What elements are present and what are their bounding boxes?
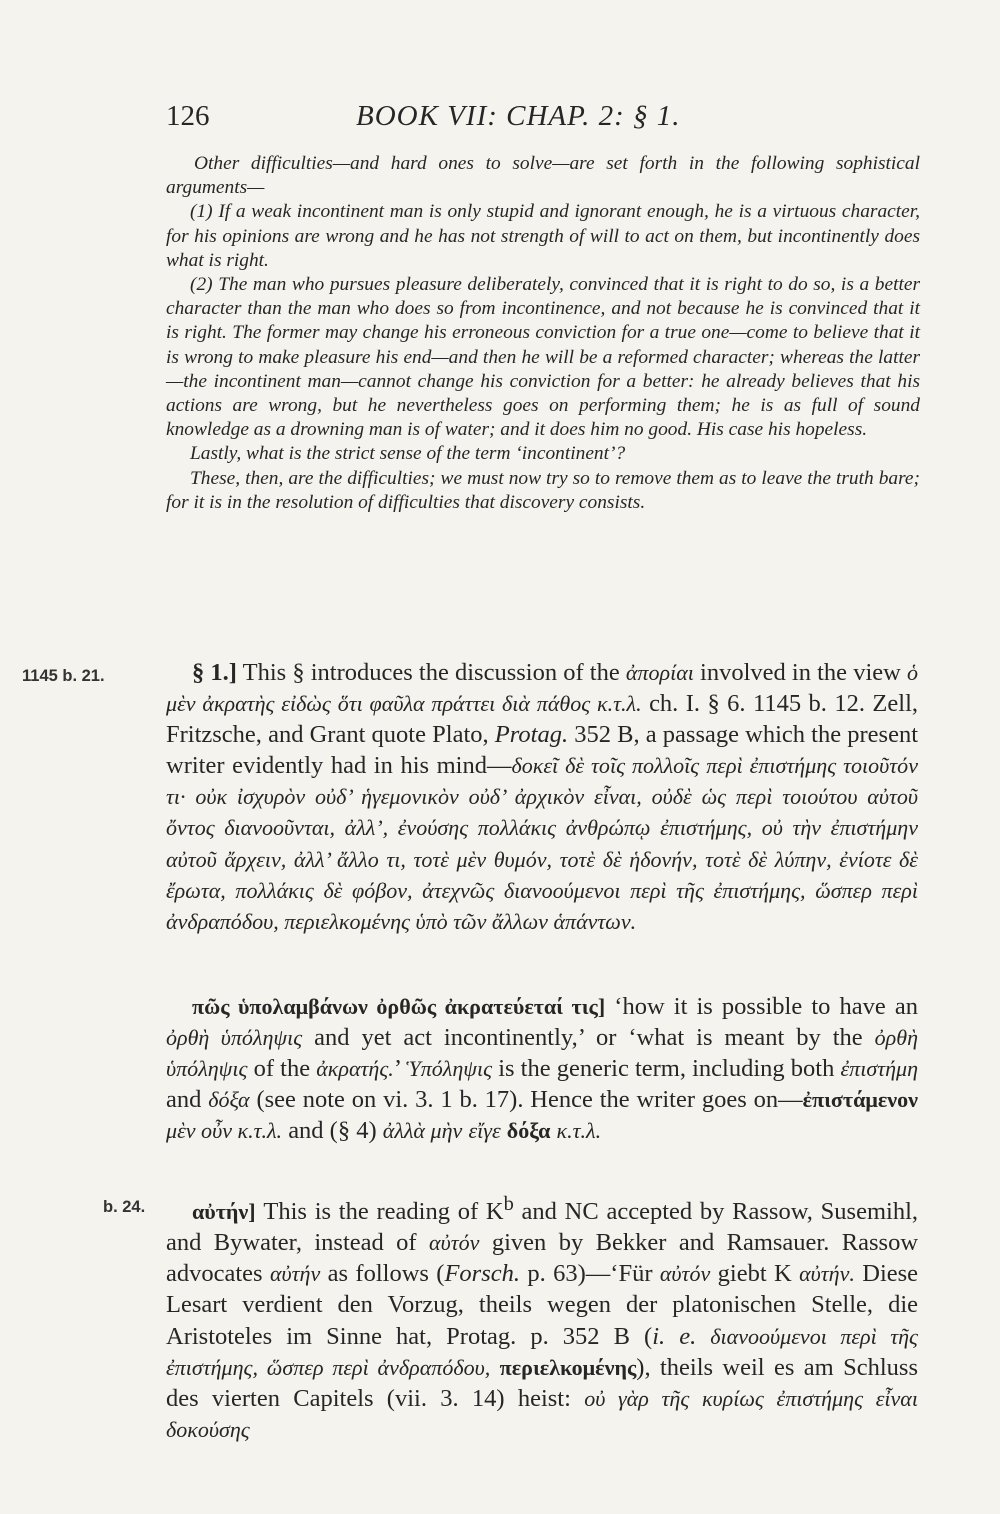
- note-2-lemma: πῶς ὑπολαμβάνων ὀρθῶς ἀκρατεύεταί τις]: [192, 994, 606, 1019]
- page-header: [166, 100, 926, 140]
- summary-paragraph-intro: Other difficulties—and hard ones to solve—are set forth in the following sophistical arguments—: [166, 153, 920, 199]
- running-head: BOOK VII: CHAP. 2: § 1.: [356, 100, 681, 132]
- commentary-note-1: [166, 657, 918, 937]
- commentary-note-2: [166, 991, 918, 1146]
- note-2-paragraph: πῶς ὑπολαμβάνων ὀρθῶς ἀκρατεύεταί τις] ‘how it is possible to have an ὀρθὴ ὑπόληψις and yet act incontinently,’ or ‘what is meant by the ὀρθὴ ὑπόληψις of the ἀκρατής.’ Ὑπόληψις is the generic term, including both ἐπιστήμη and δόξα (see note on vi. 3. 1 b. 17). Hence the writer goes on—ἐπιστάμενον μὲν οὖν κ.τ.λ. and (§ 4) ἀλλὰ μὴν εἴγε δόξα κ.τ.λ.: [166, 993, 919, 1145]
- plato-quotation: δοκεῖ δὲ τοῖς πολλοῖς περὶ ἐπιστήμης τοιοῦτόν τι· οὐκ ἰσχυρὸν οὐδ’ ἡγεμονικὸν οὐδ’ ἀρχικὸν εἶναι, οὐδὲ ὡς περὶ τοιούτου αὐτοῦ ὄντος διανοοῦνται, ἀλλ’, ἐνούσης πολλάκις ἀνθρώπῳ ἐπιστήμης, οὐ τὴν ἐπιστήμην αὐτοῦ ἄρχειν, ἀλλ’ ἄλλο τι, τοτὲ μὲν θυμόν, τοτὲ δὲ ἡδονήν, τοτὲ δὲ λύπην, ἐνίοτε δὲ ἔρωτα, πολλάκις δὲ φόβον, ἀτεχνῶς διανοούμενοι περὶ τῆς ἐπιστήμης, ὥσπερ περὶ ἀνδραπόδου, περιελκομένης ὑπὸ τῶν ἄλλων ἁπάντων.: [166, 753, 918, 934]
- note-3-paragraph: αὐτήν] This is the reading of $K^b$ and NC accepted by Rassow, Susemihl, and Bywater, instead of αὐτόν given by Bekker and Ramsauer. Rassow advocates αὐτήν as follows (Forsch. p. 63)—‘Für αὐτόν giebt K αὐτήν. Diese Lesart verdient den Vorzug, theils wegen der platonischen Stelle, die Aristoteles im Sinne hat, Protag. p. 352 B (i. e. διανοούμενοι περὶ τῆς ἐπιστήμης, ὥσπερ περὶ ἀνδραπόδου, περιελκομένης), theils weil es am Schluss des vierten Capitels (vii. 3. 14) heist: οὐ γὰρ τῆς κυρίως ἐπιστήμης εἶναι δοκούσης: [166, 1193, 919, 1442]
- chapter-summary: [166, 152, 920, 515]
- commentary-note-3: [166, 1189, 918, 1445]
- summary-paragraph-conclusion: These, then, are the difficulties; we must now try so to remove them as to leave the truth bare; for it is in the resolution of difficulties that discovery consists.: [166, 467, 920, 513]
- margin-reference-1: 1145 b. 21.: [22, 667, 105, 685]
- summary-paragraph-1: (1) If a weak incontinent man is only stupid and ignorant enough, he is a virtuous character, for his opinions are wrong and he has not strength of will to act on them, but incontinently does what is right.: [166, 201, 920, 271]
- note-1-paragraph: § 1.] This § introduces the discussion of the ἀπορίαι involved in the view ὁ μὲν ἀκρατὴς εἰδὼς ὅτι φαῦλα πράττει διὰ πάθος κ.τ.λ. ch. I. § 6. 1145 b. 12. Zell, Fritzsche, and Grant quote Plato, Protag. 352 B, a passage which the present writer evidently had in his mind—δοκεῖ δὲ τοῖς πολλοῖς περὶ ἐπιστήμης τοιοῦτόν τι· οὐκ ἰσχυρὸν οὐδ’ ἡγεμονικὸν οὐδ’ ἀρχικὸν εἶναι, οὐδὲ ὡς περὶ τοιούτου αὐτοῦ ὄντος διανοοῦνται, ἀλλ’, ἐνούσης πολλάκις ἀνθρώπῳ ἐπιστήμης, οὐ τὴν ἐπιστήμην αὐτοῦ ἄρχειν, ἀλλ’ ἄλλο τι, τοτὲ μὲν θυμόν, τοτὲ δὲ ἡδονήν, τοτὲ δὲ λύπην, ἐνίοτε δὲ ἔρωτα, πολλάκις δὲ φόβον, ἀτεχνῶς διανοούμενοι περὶ τῆς ἐπιστήμης, ὥσπερ περὶ ἀνδραπόδου, περιελκομένης ὑπὸ τῶν ἄλλων ἁπάντων.: [166, 659, 919, 934]
- note-1-lemma: § 1.]: [192, 659, 237, 686]
- margin-reference-2: b. 24.: [103, 1198, 146, 1216]
- summary-paragraph-2: (2) The man who pursues pleasure deliberately, convinced that it is right to do so, is a better character than the man who does so from incontinence, and not because he is convinced that it is right. The former may change his erroneous conviction for a true one—come to believe that it is wrong to make pleasure his end—and then he will be a reformed character; whereas the latter—the incontinent man—cannot change his conviction for a better: he already believes that his actions are wrong, but he nevertheless goes on performing them; he is as full of sound knowledge as a drowning man is of water; and it does him no good. His case his hopeless.: [166, 274, 920, 441]
- note-3-lemma: αὐτήν]: [192, 1199, 256, 1225]
- summary-paragraph-lastly: Lastly, what is the strict sense of the term ‘incontinent’?: [190, 443, 626, 465]
- page-number: 126: [166, 100, 210, 132]
